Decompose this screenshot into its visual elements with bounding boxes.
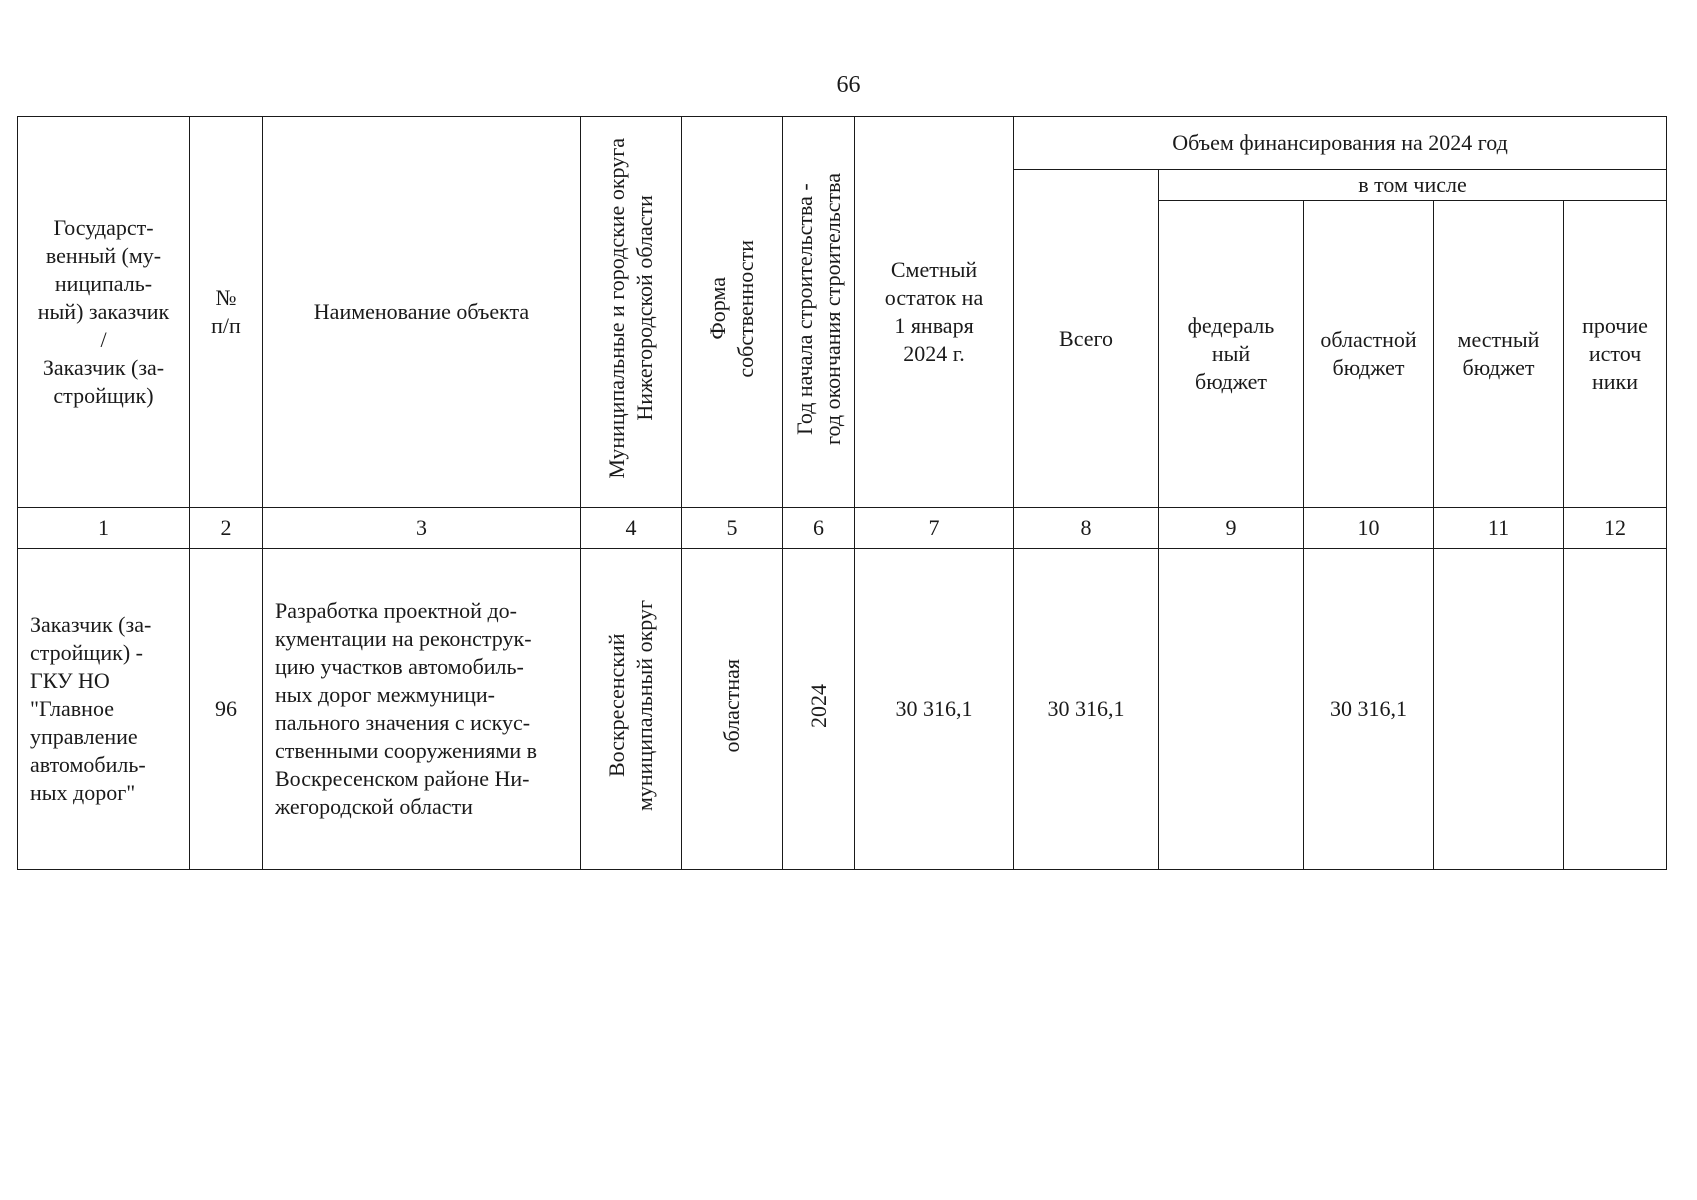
financing-table	[17, 116, 1667, 870]
column-number-row	[18, 508, 1667, 549]
row-years: 2024	[805, 683, 831, 728]
row-total: 30 316,1	[1014, 549, 1159, 870]
column-number: 11	[1434, 508, 1564, 549]
row-district-cell	[581, 549, 682, 870]
page-number: 66	[836, 72, 861, 98]
column-number: 3	[263, 508, 581, 549]
column-number: 9	[1159, 508, 1304, 549]
row-federal	[1159, 549, 1304, 870]
header-funding-title: Объем финансирования на 2024 год	[1014, 117, 1667, 170]
header-district-cell	[581, 117, 682, 508]
column-number: 7	[855, 508, 1014, 549]
column-number: 1	[18, 508, 190, 549]
row-other	[1564, 549, 1667, 870]
column-number: 4	[581, 508, 682, 549]
header-federal: федераль ный бюджет	[1159, 201, 1304, 508]
row-customer: Заказчик (за- стройщик) - ГКУ НО "Главное управление автомобиль- ных дорог"	[18, 549, 190, 870]
column-number: 2	[190, 508, 263, 549]
row-number: 96	[190, 549, 263, 870]
column-number: 5	[682, 508, 783, 549]
header-years-cell	[783, 117, 855, 508]
header-total: Всего	[1014, 170, 1159, 508]
header-number: № п/п	[190, 117, 263, 508]
header-regional: областной бюджет	[1304, 201, 1434, 508]
row-regional: 30 316,1	[1304, 549, 1434, 870]
column-number: 12	[1564, 508, 1667, 549]
header-local: местный бюджет	[1434, 201, 1564, 508]
header-years: Год начала строительства - год окончания строительства	[791, 172, 845, 445]
row-estimate-balance: 30 316,1	[855, 549, 1014, 870]
header-including: в том числе	[1159, 170, 1667, 201]
header-object-name: Наименование объекта	[263, 117, 581, 508]
column-number: 10	[1304, 508, 1434, 549]
header-estimate-balance: Сметный остаток на 1 января 2024 г.	[855, 117, 1014, 508]
column-number: 8	[1014, 508, 1159, 549]
row-object-name: Разработка проектной до- кументации на реконструк- цию участков автомобиль- ных дорог межмуници- пального значения с искус- ственными сооружениями в Воскресенском районе Ни- жегородской области	[263, 549, 581, 870]
row-ownership: областная	[719, 658, 744, 753]
row-ownership-cell	[682, 549, 783, 870]
header-ownership-cell	[682, 117, 783, 508]
header-customer: Государст- венный (му- ниципаль- ный) заказчик / Заказчик (за- стройщик)	[18, 117, 190, 508]
header-ownership: Форма собственности	[705, 239, 758, 378]
row-years-cell	[783, 549, 855, 870]
row-local	[1434, 549, 1564, 870]
table-row	[18, 549, 1667, 870]
header-other: прочие источ ники	[1564, 201, 1667, 508]
column-number: 6	[783, 508, 855, 549]
row-district: Воскресенский муниципальный округ	[604, 599, 657, 811]
header-district: Муниципальные и городские округа Нижегородской области	[604, 138, 657, 479]
